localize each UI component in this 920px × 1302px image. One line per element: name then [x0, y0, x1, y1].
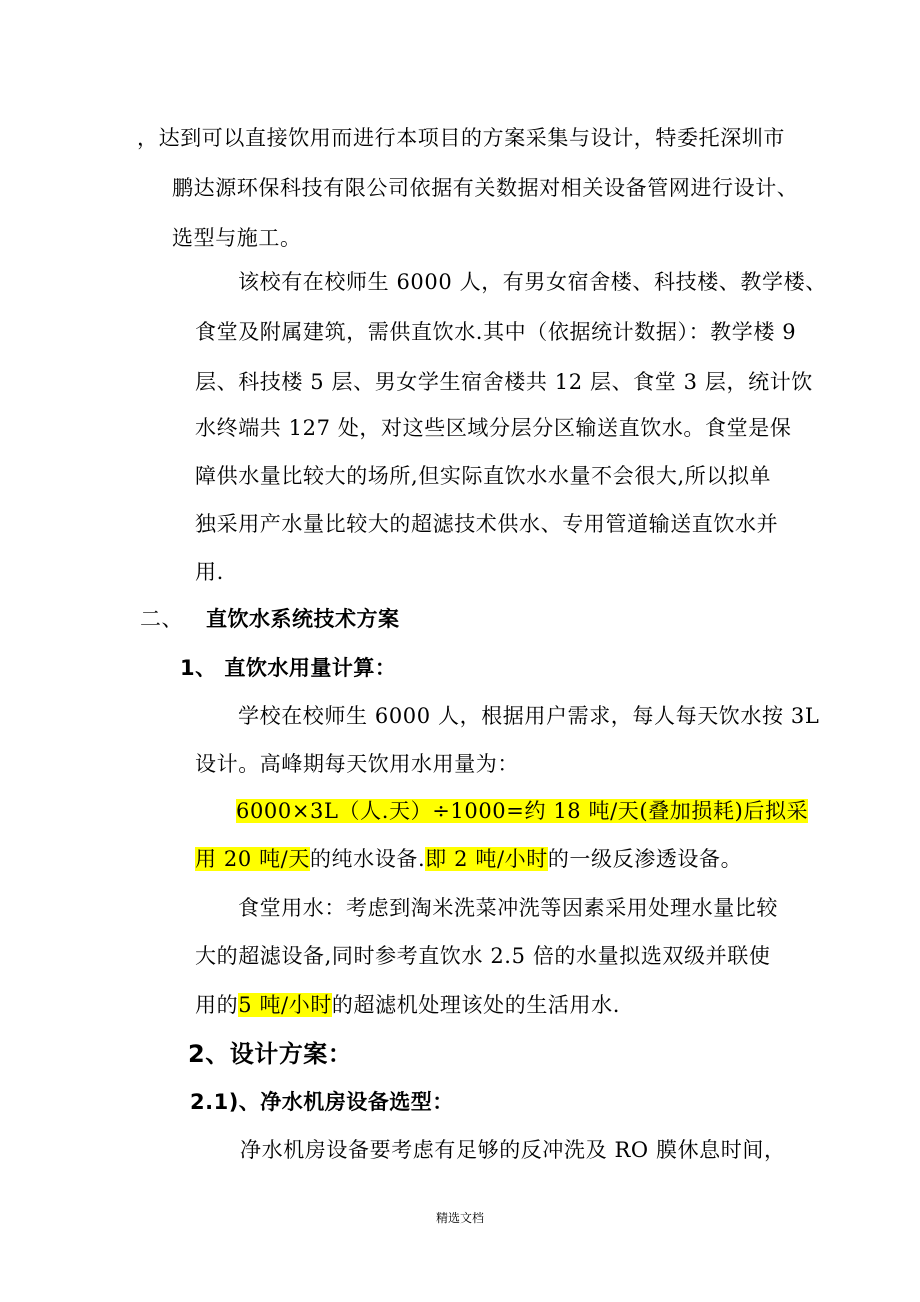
section-title: 直饮水系统技术方案: [206, 607, 400, 631]
subsection-2-1-title: 2.1)、净水机房设备选型：: [190, 1090, 454, 1114]
school-line-4: 水终端共 127 处，对这些区域分层分区输送直饮水。食堂是保: [195, 416, 792, 440]
school-line-1: 该校有在校师生 6000 人，有男女宿舍楼、科技楼、教学楼、: [238, 270, 827, 294]
school-line-7: 用.: [195, 560, 224, 584]
intro-line-2: 鹏达源环保科技有限公司依据有关数据对相关设备管网进行设计、: [172, 176, 799, 200]
canteen-line-3-text-b: 的超滤机处理该处的生活用水.: [331, 993, 620, 1017]
calc-line-1: 学校在校师生 6000 人，根据用户需求，每人每天饮水按 3L: [238, 704, 820, 728]
canteen-line-3-text-a: 用的: [195, 993, 239, 1017]
intro-line-1: ，达到可以直接饮用而进行本项目的方案采集与设计，特委托深圳市: [137, 126, 785, 150]
subsection-2-title: 2、设计方案：: [188, 1040, 353, 1068]
calc-line-4-text-b: 的纯水设备.: [309, 847, 426, 871]
highlight-formula: 6000×3L（人.天）÷1000=约 18 吨/天(叠加损耗)后拟采: [236, 799, 809, 823]
subsection-1-title: 1、 直饮水用量计算：: [180, 656, 397, 680]
canteen-line-1: 食堂用水：考虑到淘米洗菜冲洗等因素采用处理水量比较: [238, 896, 778, 920]
canteen-line-2: 大的超滤设备,同时参考直饮水 2.5 倍的水量拟选双级并联使: [195, 944, 771, 968]
room-line-1: 净水机房设备要考虑有足够的反冲洗及 RO 膜休息时间，: [240, 1138, 786, 1162]
school-line-2: 食堂及附属建筑，需供直饮水.其中（依据统计数据）：教学楼 9: [195, 320, 797, 344]
school-line-3: 层、科技楼 5 层、男女学生宿舍楼共 12 层、食堂 3 层，统计饮: [195, 370, 813, 394]
calc-line-4-text-d: 的一级反渗透设备。: [547, 847, 743, 871]
school-line-6: 独采用产水量比较大的超滤技术供水、专用管道输送直饮水并: [195, 512, 779, 536]
highlight-20-ton-per-day: 用 20 吨/天: [195, 847, 310, 871]
highlight-5-ton-per-hour: 5 吨/小时: [238, 993, 332, 1017]
calc-line-4: [195, 845, 742, 873]
section-number: 二、: [140, 607, 183, 631]
calc-line-2: 设计。高峰期每天饮用水用量为：: [195, 752, 519, 776]
calc-line-3: [236, 797, 808, 825]
highlight-2-ton-per-hour: 即 2 吨/小时: [425, 847, 548, 871]
school-line-5: 障供水量比较大的场所,但实际直饮水水量不会很大,所以拟单: [195, 464, 772, 488]
intro-line-3: 选型与施工。: [172, 226, 302, 250]
page-footer: 精选文档: [435, 1211, 484, 1225]
canteen-line-3: [195, 991, 620, 1019]
